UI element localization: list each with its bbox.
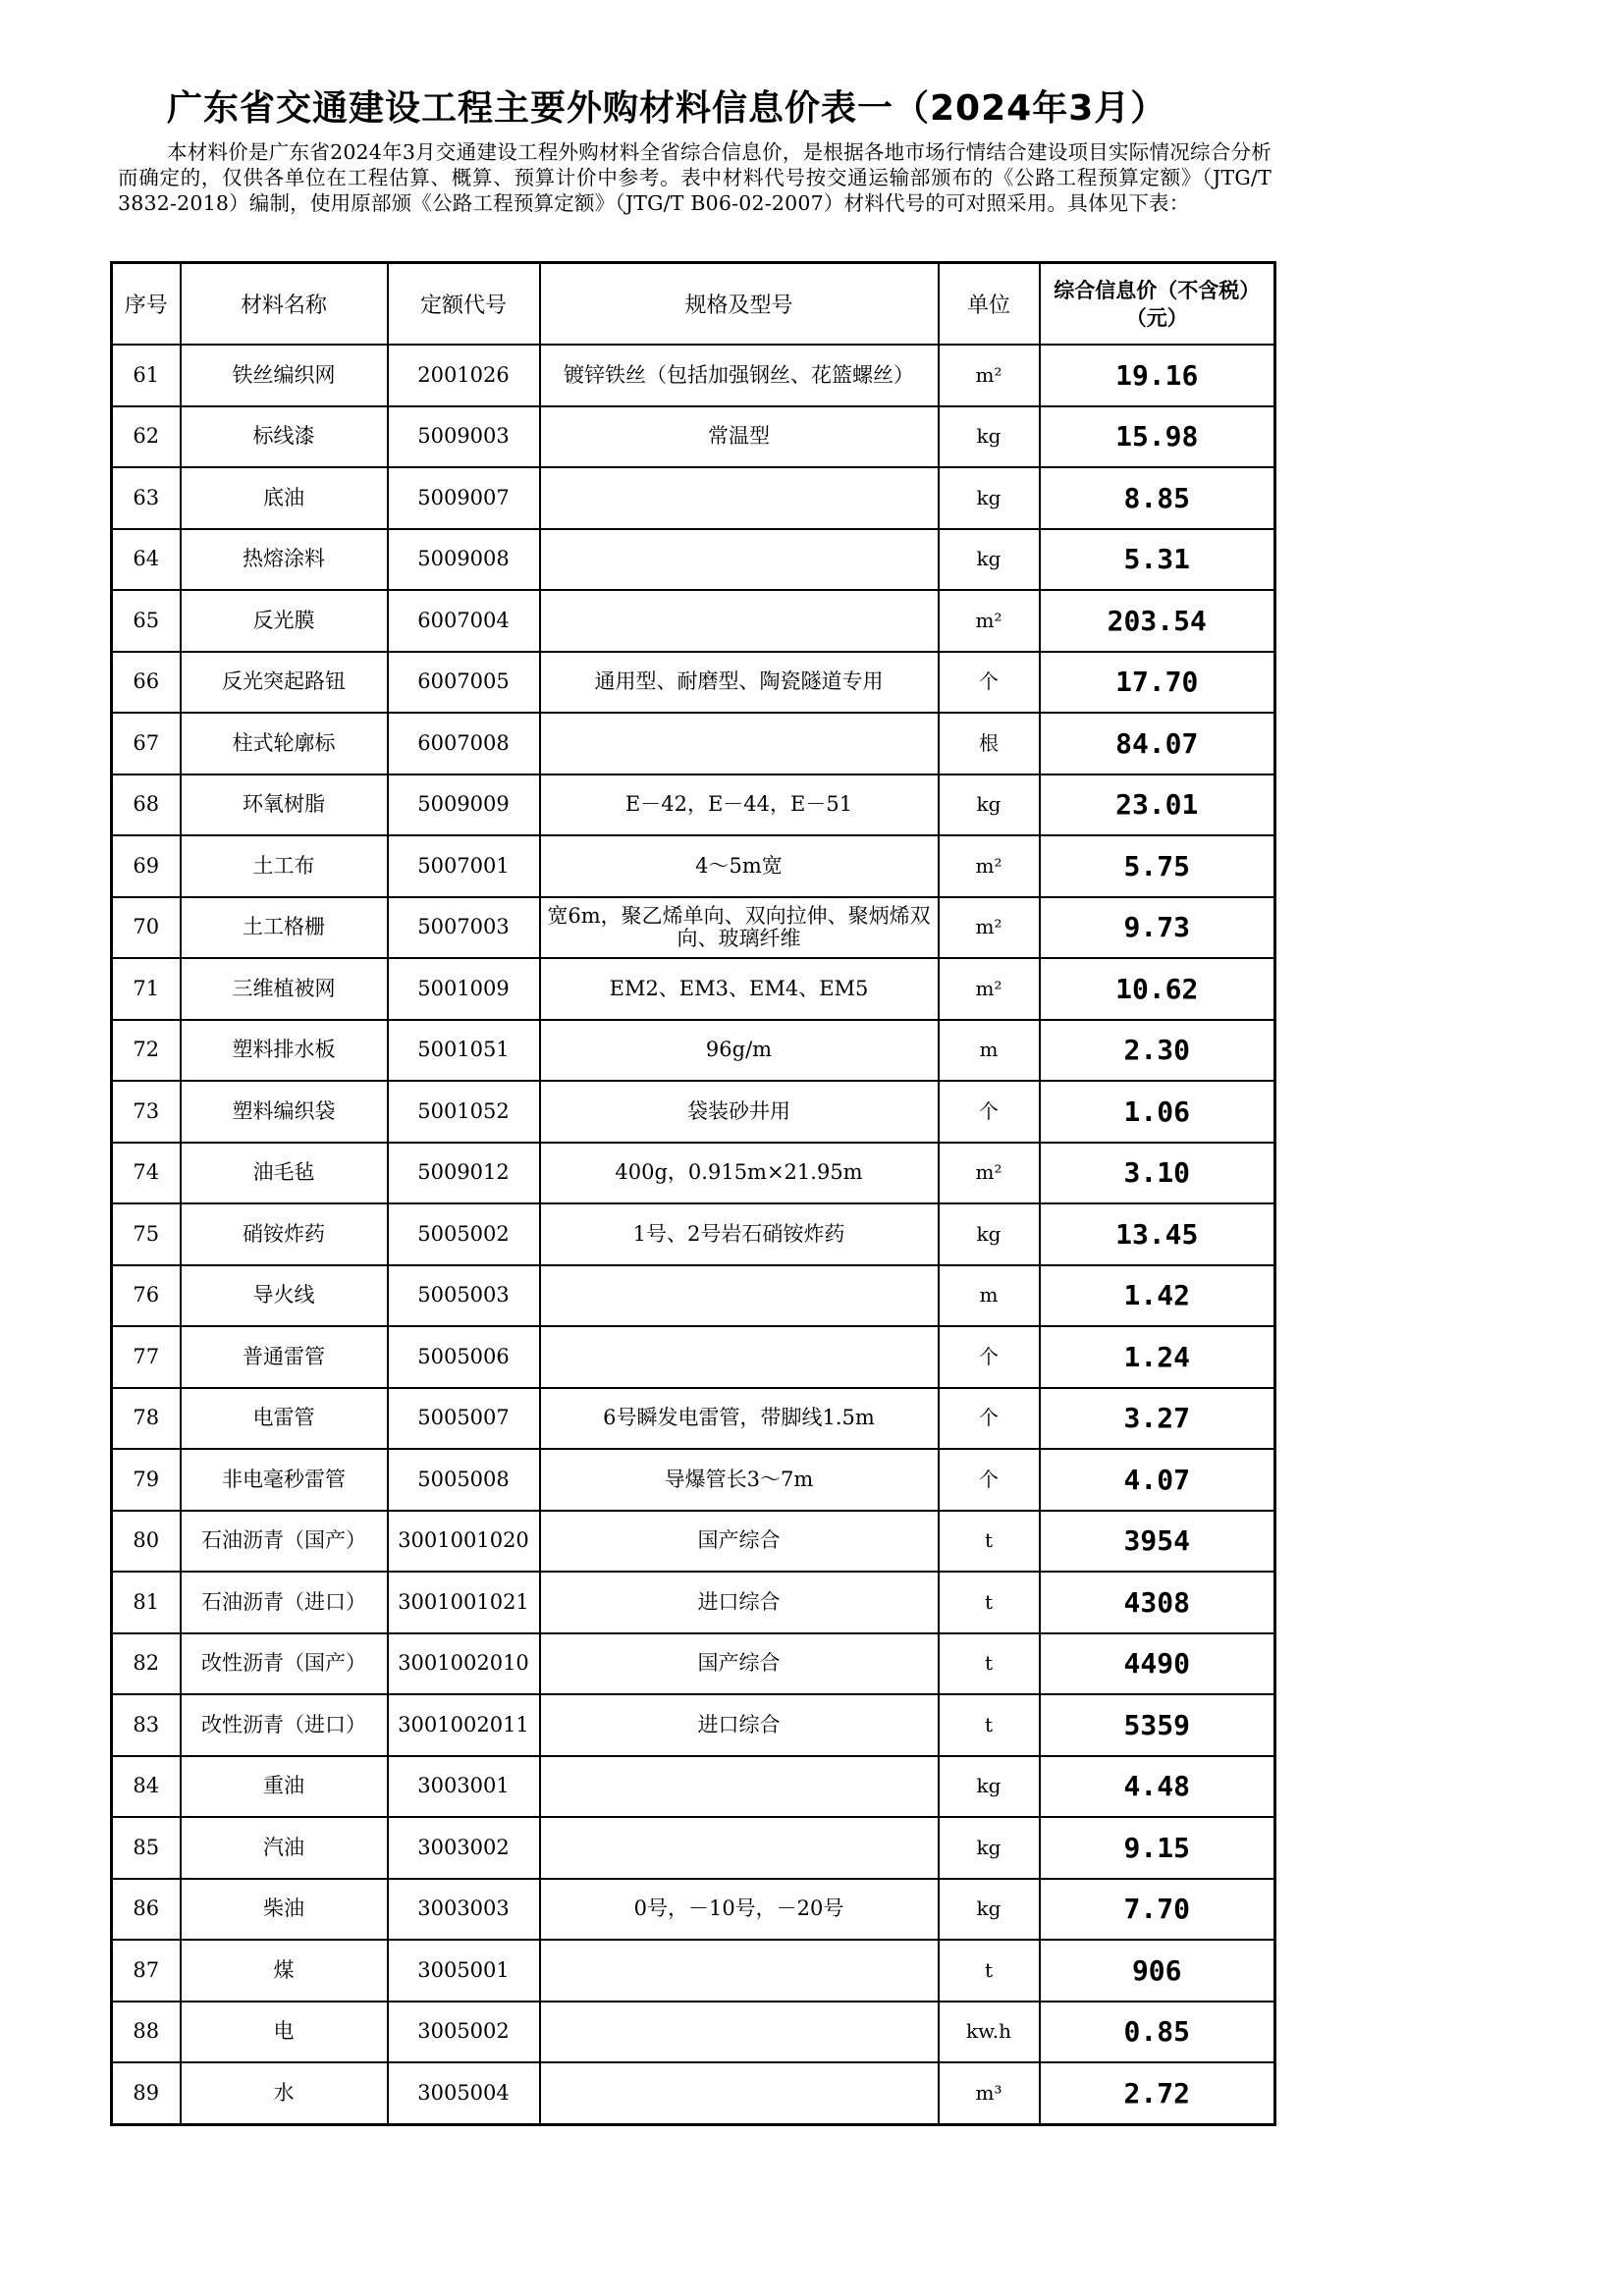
cell-unit: m² [939, 958, 1040, 1020]
table-row [112, 1020, 1275, 1082]
cell-no: 79 [112, 1449, 181, 1511]
cell-no: 74 [112, 1143, 181, 1204]
cell-price: 203.54 [1040, 590, 1275, 652]
cell-unit: m² [939, 1143, 1040, 1204]
cell-name: 柴油 [181, 1879, 388, 1941]
cell-spec [540, 1817, 939, 1879]
table-row [112, 1572, 1275, 1633]
cell-unit: t [939, 1940, 1040, 2002]
cell-no: 66 [112, 652, 181, 714]
cell-spec: 1号、2号岩石硝铵炸药 [540, 1203, 939, 1265]
cell-code: 3003001 [388, 1756, 540, 1818]
cell-spec [540, 1756, 939, 1818]
cell-name: 电 [181, 2002, 388, 2063]
cell-spec: 宽6m，聚乙烯单向、双向拉伸、聚炳烯双向、玻璃纤维 [540, 897, 939, 959]
cell-spec: 4～5m宽 [540, 835, 939, 897]
cell-unit: m² [939, 590, 1040, 652]
cell-spec: 通用型、耐磨型、陶瓷隧道专用 [540, 652, 939, 714]
table-row [112, 1388, 1275, 1450]
cell-code: 3001002011 [388, 1694, 540, 1756]
cell-unit: 个 [939, 1326, 1040, 1388]
cell-price: 4.48 [1040, 1756, 1275, 1818]
cell-name: 重油 [181, 1756, 388, 1818]
cell-unit: 个 [939, 652, 1040, 714]
cell-name: 电雷管 [181, 1388, 388, 1450]
cell-price: 10.62 [1040, 958, 1275, 1020]
cell-no: 89 [112, 2062, 181, 2124]
cell-spec: EM2、EM3、EM4、EM5 [540, 958, 939, 1020]
cell-spec: 袋装砂井用 [540, 1081, 939, 1143]
cell-unit: m² [939, 897, 1040, 959]
cell-no: 77 [112, 1326, 181, 1388]
cell-unit: t [939, 1511, 1040, 1573]
cell-price: 17.70 [1040, 652, 1275, 714]
cell-code: 6007008 [388, 713, 540, 774]
cell-price: 2.30 [1040, 1020, 1275, 1082]
table-row [112, 1940, 1275, 2002]
cell-spec [540, 467, 939, 529]
cell-spec: E－42，E－44，E－51 [540, 774, 939, 836]
cell-code: 5005007 [388, 1388, 540, 1450]
cell-unit: kw.h [939, 2002, 1040, 2063]
cell-name: 汽油 [181, 1817, 388, 1879]
cell-name: 普通雷管 [181, 1326, 388, 1388]
cell-code: 5005002 [388, 1203, 540, 1265]
cell-unit: m [939, 1265, 1040, 1327]
cell-code: 5009008 [388, 529, 540, 591]
cell-no: 75 [112, 1203, 181, 1265]
cell-no: 88 [112, 2002, 181, 2063]
cell-price: 9.73 [1040, 897, 1275, 959]
cell-price: 5359 [1040, 1694, 1275, 1756]
table-row [112, 2062, 1275, 2124]
cell-spec [540, 2062, 939, 2124]
cell-name: 非电毫秒雷管 [181, 1449, 388, 1511]
cell-code: 5007001 [388, 835, 540, 897]
cell-unit: kg [939, 1817, 1040, 1879]
cell-no: 70 [112, 897, 181, 959]
cell-name: 改性沥青（国产） [181, 1633, 388, 1695]
table-row [112, 345, 1275, 406]
cell-unit: kg [939, 1203, 1040, 1265]
table-row [112, 1203, 1275, 1265]
page-title: 广东省交通建设工程主要外购材料信息价表一（2024年3月） [167, 88, 1167, 129]
cell-price: 3954 [1040, 1511, 1275, 1573]
cell-code: 5001052 [388, 1081, 540, 1143]
cell-name: 柱式轮廓标 [181, 713, 388, 774]
cell-code: 3003003 [388, 1879, 540, 1941]
cell-name: 三维植被网 [181, 958, 388, 1020]
table-row [112, 1326, 1275, 1388]
cell-price: 906 [1040, 1940, 1275, 2002]
cell-unit: kg [939, 774, 1040, 836]
cell-spec: 6号瞬发电雷管，带脚线1.5m [540, 1388, 939, 1450]
cell-code: 5005008 [388, 1449, 540, 1511]
table-row [112, 713, 1275, 774]
cell-code: 3001001021 [388, 1572, 540, 1633]
cell-price: 4308 [1040, 1572, 1275, 1633]
cell-unit: t [939, 1633, 1040, 1695]
cell-no: 71 [112, 958, 181, 1020]
cell-unit: 根 [939, 713, 1040, 774]
header-no: 序号 [112, 263, 181, 346]
cell-name: 改性沥青（进口） [181, 1694, 388, 1756]
cell-spec [540, 1326, 939, 1388]
cell-name: 石油沥青（进口） [181, 1572, 388, 1633]
cell-no: 81 [112, 1572, 181, 1633]
cell-spec: 导爆管长3～7m [540, 1449, 939, 1511]
cell-unit: kg [939, 467, 1040, 529]
cell-unit: m³ [939, 2062, 1040, 2124]
cell-unit: m² [939, 345, 1040, 406]
cell-code: 3001001020 [388, 1511, 540, 1573]
cell-code: 3001002010 [388, 1633, 540, 1695]
cell-name: 标线漆 [181, 406, 388, 468]
table-row [112, 1265, 1275, 1327]
price-table [110, 261, 1276, 2126]
cell-price: 9.15 [1040, 1817, 1275, 1879]
cell-no: 78 [112, 1388, 181, 1450]
table-row [112, 529, 1275, 591]
cell-code: 5007003 [388, 897, 540, 959]
cell-spec: 常温型 [540, 406, 939, 468]
cell-no: 72 [112, 1020, 181, 1082]
cell-price: 1.42 [1040, 1265, 1275, 1327]
cell-spec: 400g，0.915m×21.95m [540, 1143, 939, 1204]
cell-code: 3005004 [388, 2062, 540, 2124]
cell-code: 5005006 [388, 1326, 540, 1388]
cell-spec [540, 1940, 939, 2002]
cell-name: 石油沥青（国产） [181, 1511, 388, 1573]
cell-no: 73 [112, 1081, 181, 1143]
table-row [112, 1756, 1275, 1818]
cell-spec [540, 529, 939, 591]
cell-no: 61 [112, 345, 181, 406]
cell-no: 80 [112, 1511, 181, 1573]
cell-spec: 镀锌铁丝（包括加强钢丝、花篮螺丝） [540, 345, 939, 406]
cell-name: 铁丝编织网 [181, 345, 388, 406]
table-row [112, 467, 1275, 529]
cell-unit: m [939, 1020, 1040, 1082]
table-body [112, 345, 1275, 2124]
cell-name: 塑料排水板 [181, 1020, 388, 1082]
cell-price: 8.85 [1040, 467, 1275, 529]
cell-code: 5001051 [388, 1020, 540, 1082]
table-row [112, 1633, 1275, 1695]
cell-name: 硝铵炸药 [181, 1203, 388, 1265]
cell-no: 87 [112, 1940, 181, 2002]
table-row [112, 1449, 1275, 1511]
table-row [112, 1694, 1275, 1756]
cell-price: 0.85 [1040, 2002, 1275, 2063]
cell-name: 热熔涂料 [181, 529, 388, 591]
cell-code: 3003002 [388, 1817, 540, 1879]
cell-code: 5001009 [388, 958, 540, 1020]
cell-price: 7.70 [1040, 1879, 1275, 1941]
cell-price: 19.16 [1040, 345, 1275, 406]
cell-unit: 个 [939, 1388, 1040, 1450]
intro-paragraph [118, 139, 1272, 216]
cell-name: 导火线 [181, 1265, 388, 1327]
cell-unit: 个 [939, 1081, 1040, 1143]
cell-spec: 0号，－10号，－20号 [540, 1879, 939, 1941]
cell-code: 6007005 [388, 652, 540, 714]
cell-unit: m² [939, 835, 1040, 897]
cell-code: 2001026 [388, 345, 540, 406]
header-name: 材料名称 [181, 263, 388, 346]
table-row [112, 958, 1275, 1020]
cell-no: 64 [112, 529, 181, 591]
table-row [112, 652, 1275, 714]
cell-unit: kg [939, 1879, 1040, 1941]
cell-code: 5009007 [388, 467, 540, 529]
cell-name: 反光突起路钮 [181, 652, 388, 714]
cell-price: 5.75 [1040, 835, 1275, 897]
cell-no: 85 [112, 1817, 181, 1879]
cell-spec: 进口综合 [540, 1694, 939, 1756]
cell-no: 82 [112, 1633, 181, 1695]
cell-price: 23.01 [1040, 774, 1275, 836]
cell-name: 水 [181, 2062, 388, 2124]
cell-no: 62 [112, 406, 181, 468]
cell-code: 5009012 [388, 1143, 540, 1204]
cell-no: 68 [112, 774, 181, 836]
cell-no: 86 [112, 1879, 181, 1941]
cell-unit: kg [939, 529, 1040, 591]
cell-name: 反光膜 [181, 590, 388, 652]
cell-no: 67 [112, 713, 181, 774]
cell-name: 环氧树脂 [181, 774, 388, 836]
cell-no: 84 [112, 1756, 181, 1818]
cell-code: 5005003 [388, 1265, 540, 1327]
cell-spec [540, 2002, 939, 2063]
cell-code: 3005001 [388, 1940, 540, 2002]
cell-unit: t [939, 1694, 1040, 1756]
cell-no: 69 [112, 835, 181, 897]
cell-name: 土工格栅 [181, 897, 388, 959]
cell-code: 6007004 [388, 590, 540, 652]
table-row [112, 1511, 1275, 1573]
intro-text: 本材料价是广东省2024年3月交通建设工程外购材料全省综合信息价，是根据各地市场行情结合建设项目实际情况综合分析而确定的，仅供各单位在工程估算、概算、预算计价中参考。表中材料代号按交通运输部颁布的《公路工程预算定额》（JTG/T 3832-2018）编制，使用原部颁《公路工程预算定额》（JTG/T B06-02-2007）材料代号的可对照采用。具体见下表： [118, 140, 1272, 215]
cell-price: 3.27 [1040, 1388, 1275, 1450]
cell-price: 4490 [1040, 1633, 1275, 1695]
cell-price: 2.72 [1040, 2062, 1275, 2124]
cell-no: 65 [112, 590, 181, 652]
cell-spec: 进口综合 [540, 1572, 939, 1633]
table-row [112, 406, 1275, 468]
cell-spec [540, 590, 939, 652]
cell-unit: kg [939, 406, 1040, 468]
cell-no: 83 [112, 1694, 181, 1756]
cell-price: 15.98 [1040, 406, 1275, 468]
cell-price: 84.07 [1040, 713, 1275, 774]
table-row [112, 1817, 1275, 1879]
cell-spec: 96g/m [540, 1020, 939, 1082]
cell-unit: t [939, 1572, 1040, 1633]
cell-spec [540, 713, 939, 774]
cell-no: 63 [112, 467, 181, 529]
cell-unit: kg [939, 1756, 1040, 1818]
table-row [112, 897, 1275, 959]
cell-name: 土工布 [181, 835, 388, 897]
cell-code: 5009009 [388, 774, 540, 836]
cell-name: 煤 [181, 1940, 388, 2002]
cell-price: 1.24 [1040, 1326, 1275, 1388]
table-row [112, 1879, 1275, 1941]
cell-unit: 个 [939, 1449, 1040, 1511]
table-row [112, 2002, 1275, 2063]
cell-spec [540, 1265, 939, 1327]
cell-price: 1.06 [1040, 1081, 1275, 1143]
header-price: 综合信息价（不含税）（元） [1040, 263, 1275, 346]
table-row [112, 1143, 1275, 1204]
cell-price: 3.10 [1040, 1143, 1275, 1204]
table-row [112, 835, 1275, 897]
cell-price: 13.45 [1040, 1203, 1275, 1265]
cell-name: 塑料编织袋 [181, 1081, 388, 1143]
cell-name: 底油 [181, 467, 388, 529]
table-row [112, 590, 1275, 652]
cell-price: 5.31 [1040, 529, 1275, 591]
cell-spec: 国产综合 [540, 1633, 939, 1695]
table-row [112, 774, 1275, 836]
cell-spec: 国产综合 [540, 1511, 939, 1573]
cell-no: 76 [112, 1265, 181, 1327]
cell-code: 5009003 [388, 406, 540, 468]
table-header-row [112, 263, 1275, 346]
cell-code: 3005002 [388, 2002, 540, 2063]
header-unit: 单位 [939, 263, 1040, 346]
cell-price: 4.07 [1040, 1449, 1275, 1511]
table-row [112, 1081, 1275, 1143]
cell-name: 油毛毡 [181, 1143, 388, 1204]
header-code: 定额代号 [388, 263, 540, 346]
header-spec: 规格及型号 [540, 263, 939, 346]
